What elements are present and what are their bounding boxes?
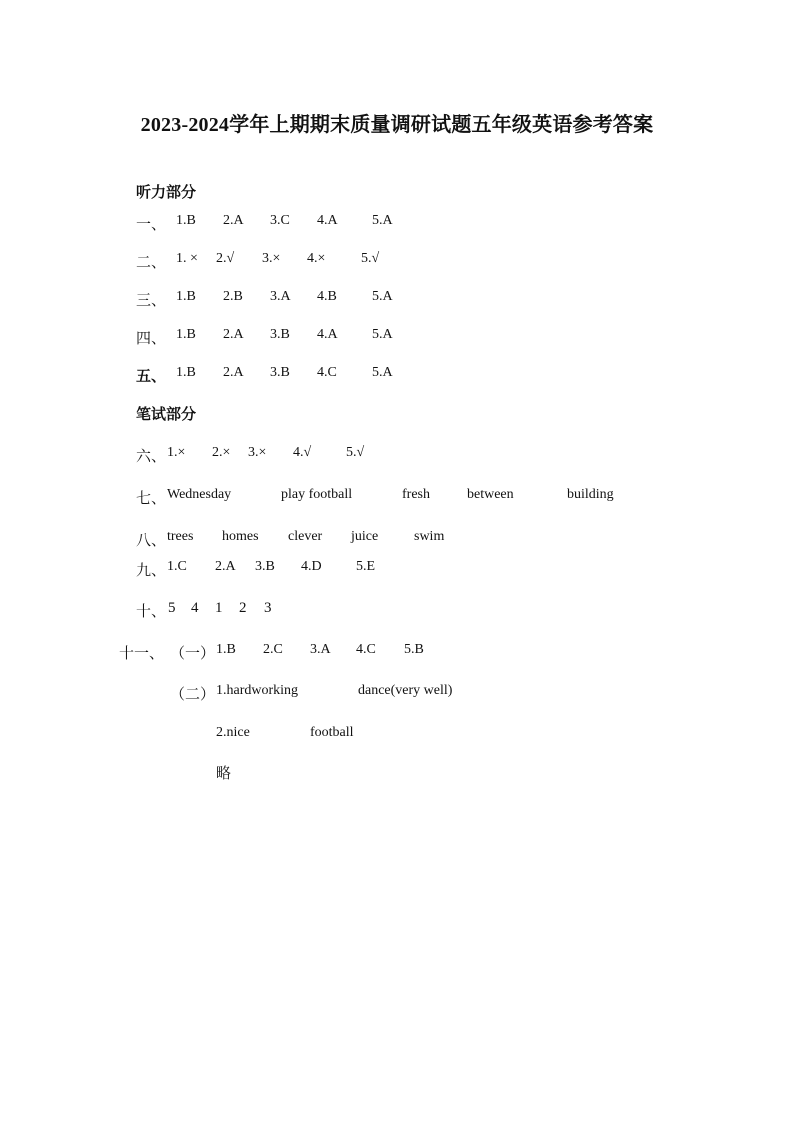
answer: 2.nice	[216, 725, 250, 740]
answer: 2.√	[216, 251, 235, 266]
answer: 2.C	[263, 642, 283, 657]
listening-heading: 听力部分	[136, 185, 197, 201]
answer: clever	[288, 529, 323, 544]
answer: between	[467, 487, 514, 502]
answer: swim	[414, 529, 445, 544]
answer: 1.B	[176, 327, 196, 342]
answer: 3.B	[255, 559, 275, 574]
sub-part-label: （一）	[170, 646, 216, 662]
answer: 4.√	[293, 445, 312, 460]
answer: 5.E	[356, 559, 376, 574]
answer: 5.A	[372, 327, 393, 342]
answer: trees	[167, 529, 194, 544]
answer: 2.A	[223, 365, 244, 380]
question-number: 十、	[136, 604, 167, 620]
answer: 5.A	[372, 213, 393, 228]
answer: 3.B	[270, 365, 290, 380]
written-heading: 笔试部分	[136, 407, 197, 423]
answer: homes	[222, 529, 259, 544]
answer: Wednesday	[167, 487, 232, 502]
answer: 4.D	[301, 559, 322, 574]
sub-part-label: （二）	[170, 687, 216, 703]
answer: 2.B	[223, 289, 243, 304]
answer: 4.A	[317, 213, 338, 228]
answer: juice	[351, 529, 379, 544]
answer: 1.B	[176, 213, 196, 228]
answer: 1.B	[176, 289, 196, 304]
answer: 4.B	[317, 289, 337, 304]
answer: 4.×	[307, 251, 326, 266]
answer: 1.B	[176, 365, 196, 380]
question-number: 七、	[136, 491, 167, 507]
question-number: 一、	[136, 217, 167, 233]
answer: 3.A	[270, 289, 291, 304]
answer: 2.A	[223, 213, 244, 228]
answer: play football	[281, 487, 353, 502]
answer: 2.A	[215, 559, 236, 574]
answer: 1.hardworking	[216, 683, 299, 698]
answer: 1	[215, 600, 223, 616]
answer: 2.×	[212, 445, 231, 460]
answer: 1. ×	[176, 251, 198, 266]
answer: football	[310, 725, 354, 740]
answer: 3.B	[270, 327, 290, 342]
answer: 1.B	[216, 642, 236, 657]
answer: 4.A	[317, 327, 338, 342]
question-number: 八、	[136, 533, 167, 549]
question-number: 四、	[136, 331, 167, 347]
answer: 4.C	[317, 365, 337, 380]
answer: 4	[191, 600, 199, 616]
answer: 3.×	[248, 445, 267, 460]
answer: 3.×	[262, 251, 281, 266]
answer: building	[567, 487, 614, 502]
answer: 1.×	[167, 445, 186, 460]
question-number: 六、	[136, 449, 167, 465]
answer: 5	[168, 600, 176, 616]
question-number: 二、	[136, 255, 167, 271]
answer: 3.C	[270, 213, 290, 228]
question-number: 十一、	[119, 646, 165, 662]
answer: 2	[239, 600, 247, 616]
question-number: 九、	[136, 563, 167, 579]
question-number: 三、	[136, 293, 167, 309]
answer: 2.A	[223, 327, 244, 342]
question-number: 五、	[136, 369, 167, 385]
answer: 1.C	[167, 559, 187, 574]
answer: 5.A	[372, 289, 393, 304]
answer: 5.√	[361, 251, 380, 266]
answer: dance(very well)	[358, 683, 453, 698]
answer: 4.C	[356, 642, 376, 657]
answer: 5.A	[372, 365, 393, 380]
answer: 略	[216, 766, 232, 782]
page-title: 2023-2024学年上期期末质量调研试题五年级英语参考答案	[140, 114, 654, 136]
answer: 3	[264, 600, 272, 616]
answer: 5.B	[404, 642, 424, 657]
answer: 3.A	[310, 642, 331, 657]
answer: fresh	[402, 487, 430, 502]
answer: 5.√	[346, 445, 365, 460]
